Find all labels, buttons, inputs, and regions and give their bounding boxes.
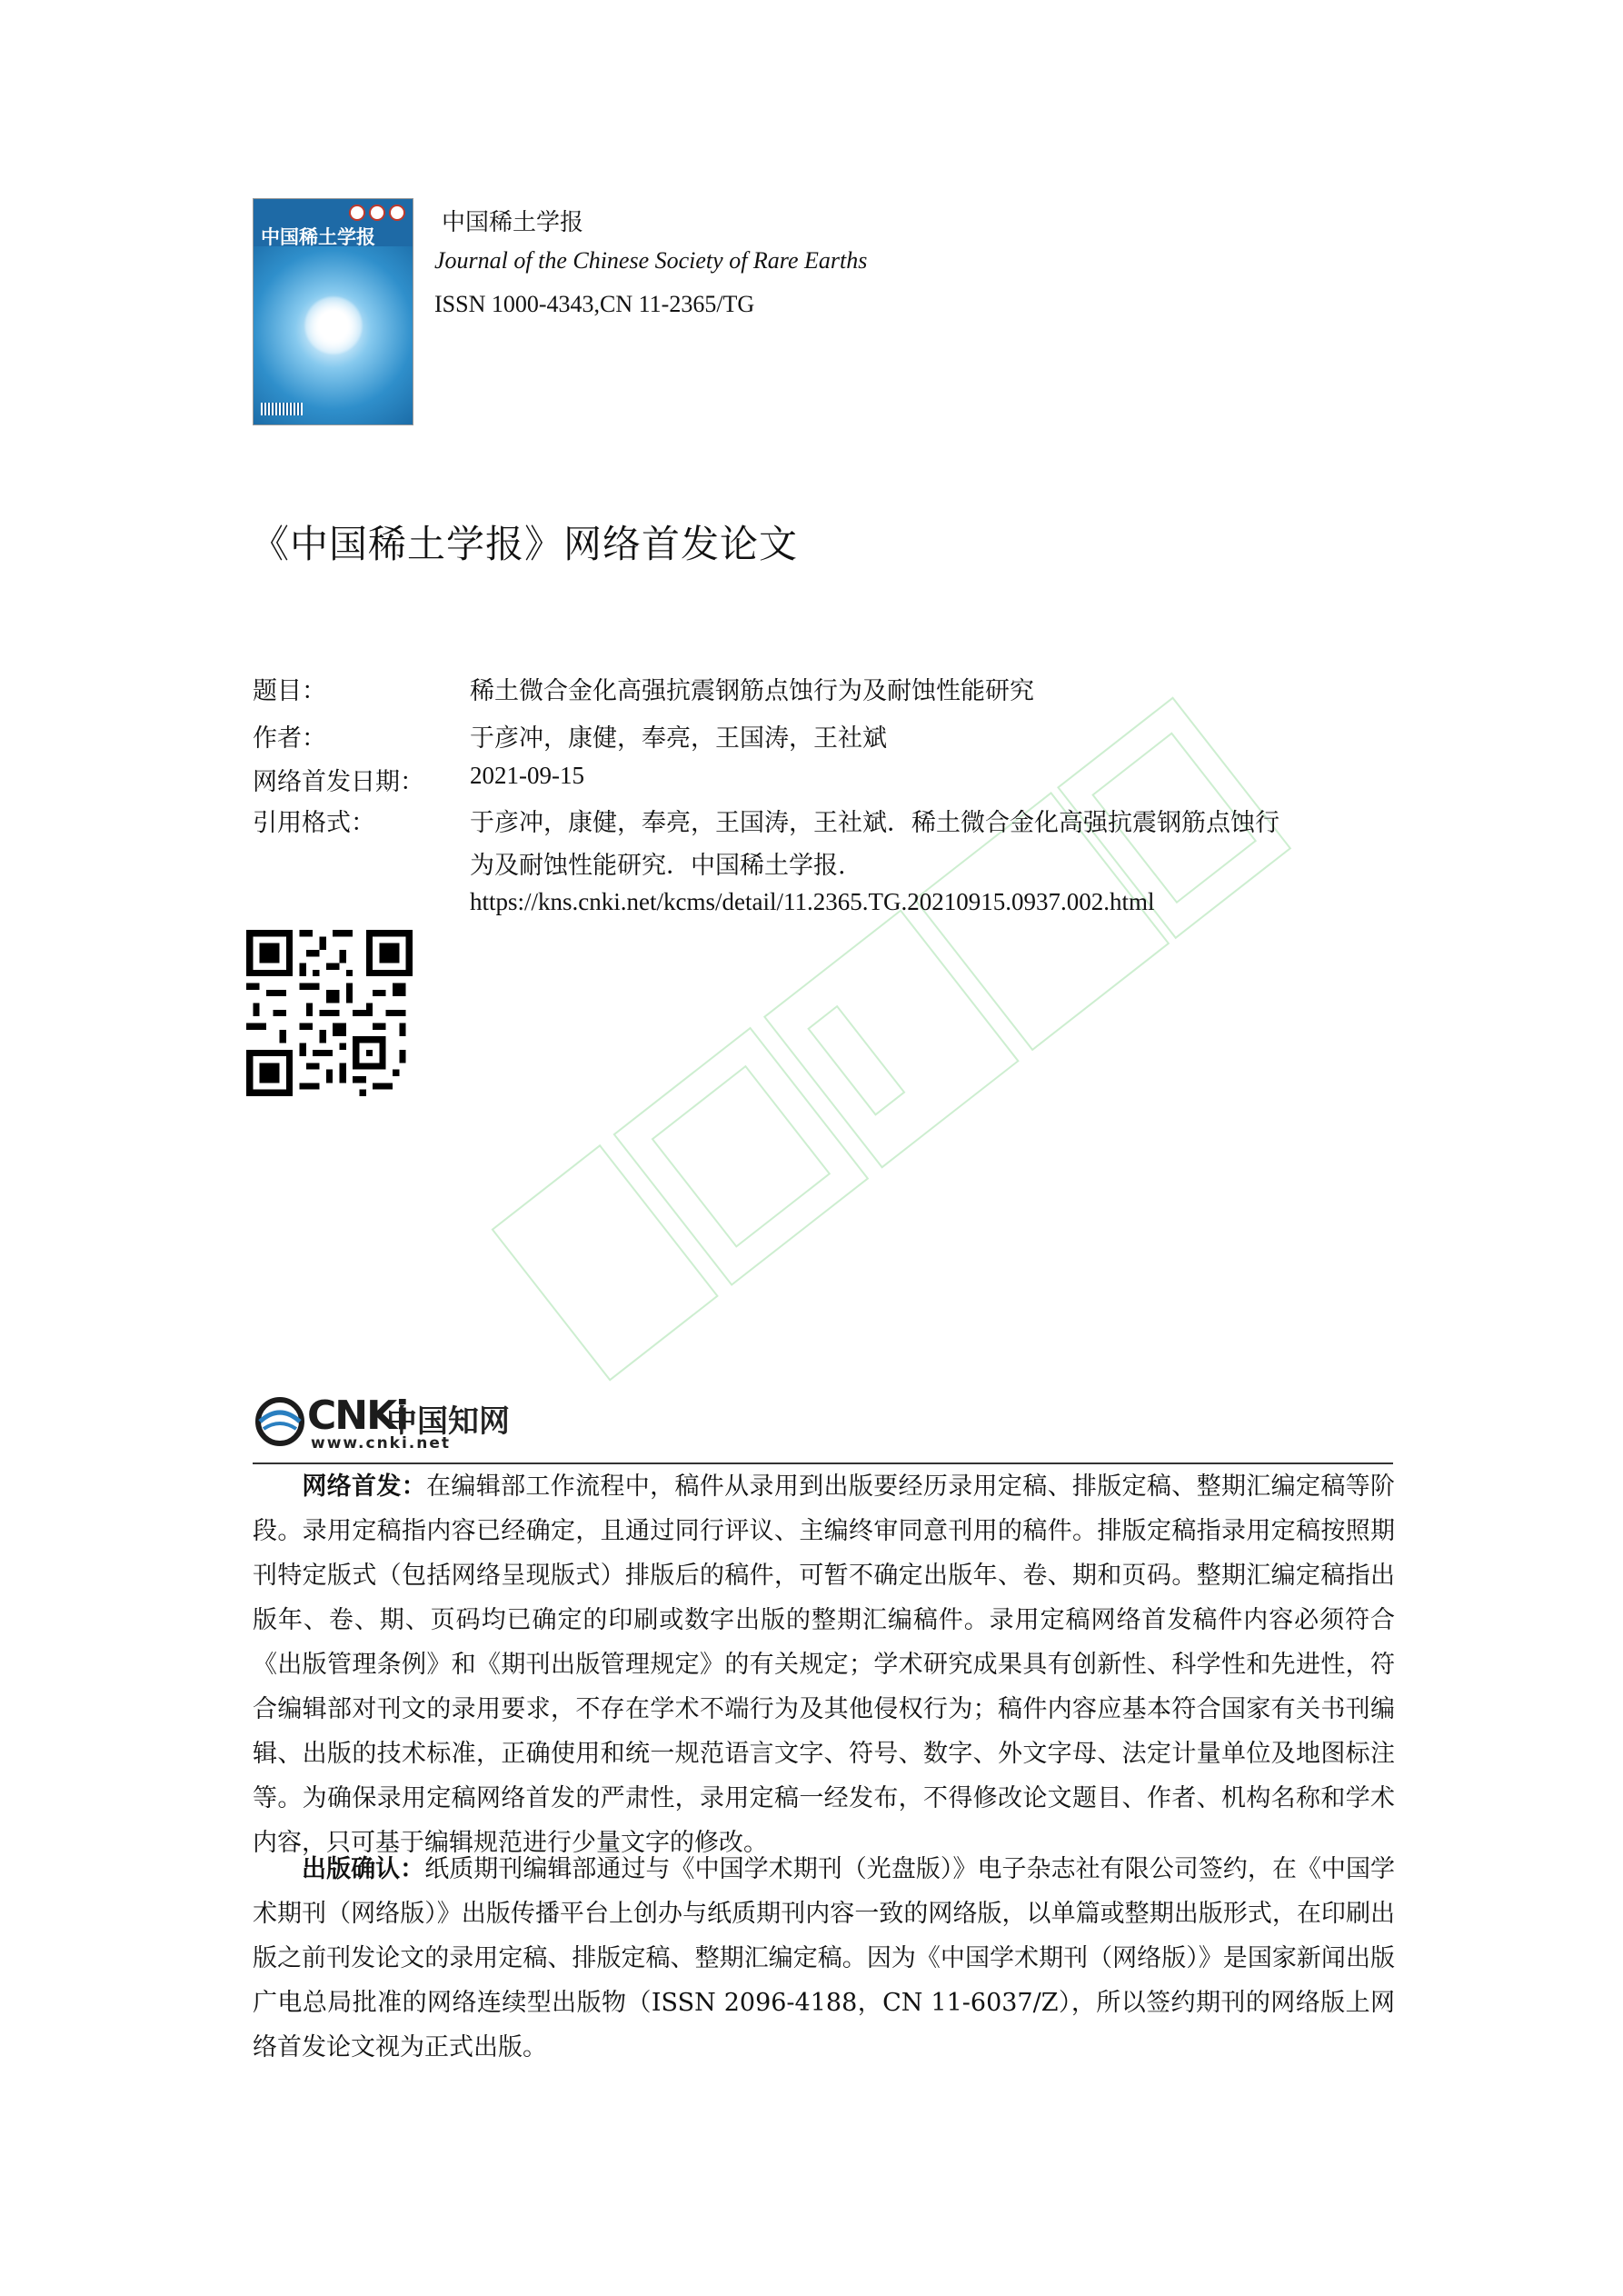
notice-online-first [253, 1464, 1395, 1865]
page-title: 《中国稀土学报》网络首发论文 [251, 522, 799, 566]
cnki-globe-icon [251, 1394, 309, 1449]
author-label: 作者： [253, 724, 326, 753]
publish-date: 2021-09-15 [470, 762, 584, 789]
citation-url-link[interactable]: https://kns.cnki.net/kcms/detail/11.2365.TG.20210915.0937.002.html [470, 888, 1155, 915]
title-label: 题目： [253, 677, 326, 705]
notice-publication-text: 纸质期刊编辑部通过与《中国学术期刊（光盘版）》电子杂志社有限公司签约，在《中国学术期刊（网络版）》出版传播平台上创办与纸质期刊内容一致的网络版，以单篇或整期出版形式，在印刷出版之前刊发论文的录用定稿、排版定稿、整期汇编定稿。因为《中国学术期刊（网络版）》是国家新闻出版广电总局批准的网络连续型出版物（ISSN 2096-4188，CN 11-6037/Z），所以签约期刊的网络版上网络首发论文视为正式出版。 [253, 1855, 1396, 2061]
journal-cover-image [253, 198, 413, 425]
paper-title: 稀土微合金化高强抗震钢筋点蚀行为及耐蚀性能研究 [470, 677, 1034, 705]
journal-name-en: Journal of the Chinese Society of Rare Earths [434, 247, 868, 274]
journal-issn: ISSN 1000-4343,CN 11-2365/TG [434, 291, 755, 317]
notice-online-first-lead: 网络首发： [302, 1472, 427, 1501]
cnki-name-cn: 中国知网 [386, 1403, 510, 1440]
date-label: 网络首发日期： [253, 768, 424, 796]
cnki-wordmark: CNKi [307, 1393, 408, 1439]
notice-publication [253, 1847, 1395, 2070]
citation-label: 引用格式： [253, 809, 375, 837]
citation-line-1: 于彦冲，康健，奉亮，王国涛，王社斌．稀土微合金化高强抗震钢筋点蚀行 [470, 809, 1279, 837]
journal-name-cn: 中国稀土学报 [442, 209, 584, 236]
cover-title: 中国稀土学报 [261, 225, 375, 248]
paper-authors: 于彦冲，康健，奉亮，王国涛，王社斌 [470, 724, 887, 753]
notice-online-first-text: 在编辑部工作流程中，稿件从录用到出版要经历录用定稿、排版定稿、整期汇编定稿等阶段。录用定稿指内容已经确定，且通过同行评议、主编终审同意刊用的稿件。排版定稿指录用定稿按照期刊特定版式（包括网络呈现版式）排版后的稿件，可暂不确定出版年、卷、期和页码。整期汇编定稿指出版年、卷、期、页码均已确定的印刷或数字出版的整期汇编稿件。录用定稿网络首发稿件内容必须符合《出版管理条例》和《期刊出版管理规定》的有关规定；学术研究成果具有创新性、科学性和先进性，符合编辑部对刊文的录用要求，不存在学术不端行为及其他侵权行为；稿件内容应基本符合国家有关书刊编辑、出版的技术标准，正确使用和统一规范语言文字、符号、数字、外文字母、法定计量单位及地图标注等。为确保录用定稿网络首发的严肃性，录用定稿一经发布，不得修改论文题目、作者、机构名称和学术内容，只可基于编辑规范进行少量文字的修改。 [253, 1472, 1395, 1857]
qr-code [246, 930, 413, 1096]
cnki-url: www.cnki.net [311, 1434, 452, 1452]
cover-barcode [261, 403, 303, 415]
citation-line-2: 为及耐蚀性能研究．中国稀土学报. [470, 852, 846, 880]
cnki-watermark [382, 636, 1399, 1454]
notice-publication-lead: 出版确认： [302, 1855, 425, 1883]
